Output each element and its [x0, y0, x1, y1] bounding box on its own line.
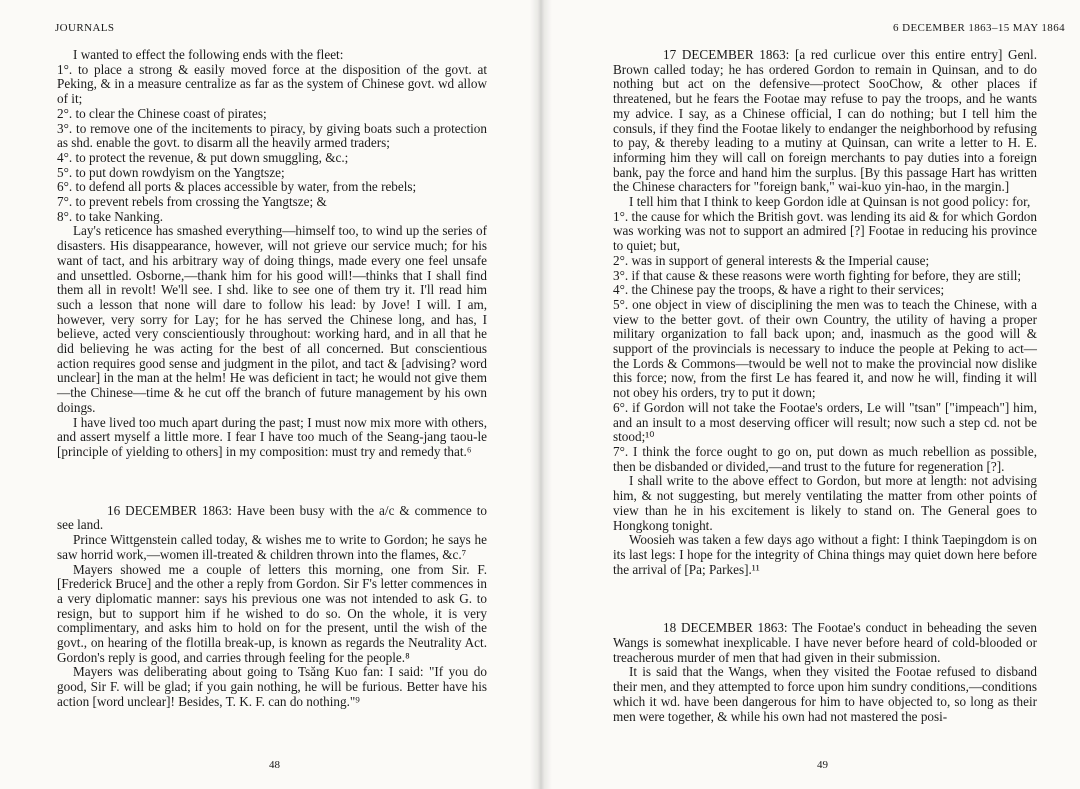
paragraph: I tell him that I think to keep Gordon idle at Quinsan is not good policy: for,: [629, 194, 1031, 210]
paragraph: I wanted to effect the following ends with the fleet:: [73, 47, 344, 62]
list-item: 8°. to take Nanking.: [57, 208, 163, 224]
entry-gap: [613, 577, 1037, 621]
list-item: 4°. to protect the revenue, & put down smuggling, &c.;: [57, 149, 349, 165]
paragraph: It is said that the Wangs, when they visited the Footae refused to disband their men, and they attempted to force upon him sundry conditions,—conditions which it wd. have been dangerous for him to have objected to, so long as their men were together, & while his own had not mastered the posi-: [613, 664, 1037, 724]
list-item: 4°. the Chinese pay the troops, & have a right to their services;: [613, 282, 945, 298]
paragraph: Mayers was deliberating about going to Tsăng Kuo fan: I said: "If you do good, Sir F. will be glad; if you gain nothing, he will be furious. Better have his action [word unclear]! Besides, T. K. F. can do nothing."⁹: [57, 664, 487, 709]
page-number: 48: [269, 759, 280, 771]
list-item: 7°. to prevent rebels from crossing the Yangtsze; &: [57, 194, 327, 210]
list-item: 6°. to defend all ports & places accessible by water, from the rebels;: [57, 179, 417, 195]
list-item: 1°. to place a strong & easily moved force at the disposition of the govt. at Peking, & in a measure centralize as far as the system of Chinese govt. wd allow of it;: [57, 61, 487, 107]
page-body: [613, 48, 1037, 724]
list-item: 1°. the cause for which the British govt. was lending its aid & for which Gordon was working was not to support an admired [?] Footae in reducing his province to quiet; but,: [613, 208, 1037, 254]
dated-entry: 16 DECEMBER 1863: Have been busy with the a/c & commence to see land.: [57, 502, 487, 533]
paragraph: Lay's reticence has smashed everything—himself too, to wind up the series of disasters. His disappearance, however, will not grieve our service much; for his want of tact, and his arbitrary way of doing things, made every one feel unsafe and unsettled. Osborne,—thank him for his good will!—thinks that I shall find them all in revolt! We'll see. I shd. like to see one of them try it. I'll read him such a lesson that none will dare to follow his lead: by Jove! I will. I am, however, very sorry for Lay; for he has served the Chinese long, and has, I believe, acted very conscientiously throughout: working hard, and in all that he did believing he was acting for the best of all concerned. But conscientious action requires good sense and judgment in the pilot, and tact & [advising? word unclear] in the man at the helm! He was deficient in tact; he would not give them—the Chinese—time & he cut off the branch of future management by his own doings.: [57, 223, 487, 415]
running-head: 6 DECEMBER 1863–15 MAY 1864: [893, 22, 1065, 34]
list-item: 5°. to put down rowdyism on the Yangtsze;: [57, 164, 285, 180]
entry-gap: [57, 460, 487, 504]
paragraph: I have lived too much apart during the past; I must now mix more with others, and assert myself a little more. I fear I have too much of the Seang-jang taou-le [principle of yielding to others] in my composition: must try and remedy that.⁶: [57, 414, 487, 459]
dated-entry: 17 DECEMBER 1863: [a red curlicue over this entire entry] Genl. Brown called today; he has ordered Gordon to remain in Quinsan, and to do nothing but act on the defensive—protect SooChow, & other places if threatened, but he fears the Footae may refuse to pay the troops, and he wants my advice. I say, as a Chinese official, I can do nothing; but I tell him the consuls, if they find the Footae likely to endanger the neighborhood by refusing to pay, & thereby leading to a mutiny at Quinsan, can write a letter to H. E. informing him they will call on foreign merchants to pay duties into a foreign bank, pay the force and hand him the surplus. [By this passage Hart has written the Chinese characters for "foreign bank," wai-kuo yin-hao, in the margin.]: [613, 47, 1037, 195]
left-page: [0, 0, 537, 789]
list-item: 3°. to remove one of the incitements to piracy, by giving boats such a protection as shd. enable the govt. to disarm all the heavily armed traders;: [57, 120, 487, 151]
page-number: 49: [817, 759, 828, 771]
list-item: 2°. to clear the Chinese coast of pirates;: [57, 105, 267, 121]
right-page: [545, 0, 1080, 789]
list-item: 7°. I think the force ought to go on, put down as much rebellion as possible, then be disbanded or divided,—and trust to the future for regeneration [?].: [613, 443, 1037, 474]
list-item: 6°. if Gordon will not take the Footae's orders, Le will "tsan" ["impeach"] him, and an insult to a most deserving officer will result; now such a step cd. not be stood;¹⁰: [613, 399, 1037, 445]
list-item: 3°. if that cause & these reasons were worth fighting for before, they are still;: [613, 267, 1022, 283]
list-item: 2°. was in support of general interests & the Imperial cause;: [613, 252, 930, 268]
paragraph: Prince Wittgenstein called today, & wishes me to write to Gordon; he says he saw horrid work,—women ill-treated & children thrown into the flames, &c.⁷: [57, 532, 487, 562]
paragraph: Woosieh was taken a few days ago without a fight: I think Taepingdom is on its last legs: I hope for the integrity of China things may quiet down here before the arrival of [Pa; Parkes].¹¹: [613, 532, 1037, 577]
page-body: [57, 48, 487, 710]
dated-entry: 18 DECEMBER 1863: The Footae's conduct in beheading the seven Wangs is somewhat inexplicable. I have never before heard of cold-blooded or treacherous murder of men that had given in their submission.: [613, 620, 1037, 665]
paragraph: I shall write to the above effect to Gordon, but more at length: not advising him, & not suggesting, but merely ventilating the matter from other points of view than he in his excitement is likely to stand on. The General goes to Hongkong tonight.: [613, 473, 1037, 533]
paragraph: Mayers showed me a couple of letters this morning, one from Sir. F. [Frederick Bruce] and the other a reply from Gordon. Sir F's letter commences in a very diplomatic manner: says his previous one was not intended to ask G. to resign, but to support him if he wished to do so. On the whole, it is very complimentary, and asks him to hold on for the present, until the wish of the govt., on hearing of the flotilla break-up, is known as regards the Neutrality Act. Gordon's reply is good, and carries through feeling for the people.⁸: [57, 561, 487, 665]
list-item: 5°. one object in view of disciplining the men was to teach the Chinese, with a view to the better govt. of their own Country, the utility of having a proper military organization to fall back upon; and, inasmuch as the good will & support of the provincials is necessary to induce the people at Peking to act—the Lords & Commons—twould be well not to make the provincial now dislike this force; now, from the first Le has feared it, and now he will, finding it will not obey his orders, try to put it down;: [613, 296, 1037, 401]
running-head: JOURNALS: [55, 22, 115, 34]
